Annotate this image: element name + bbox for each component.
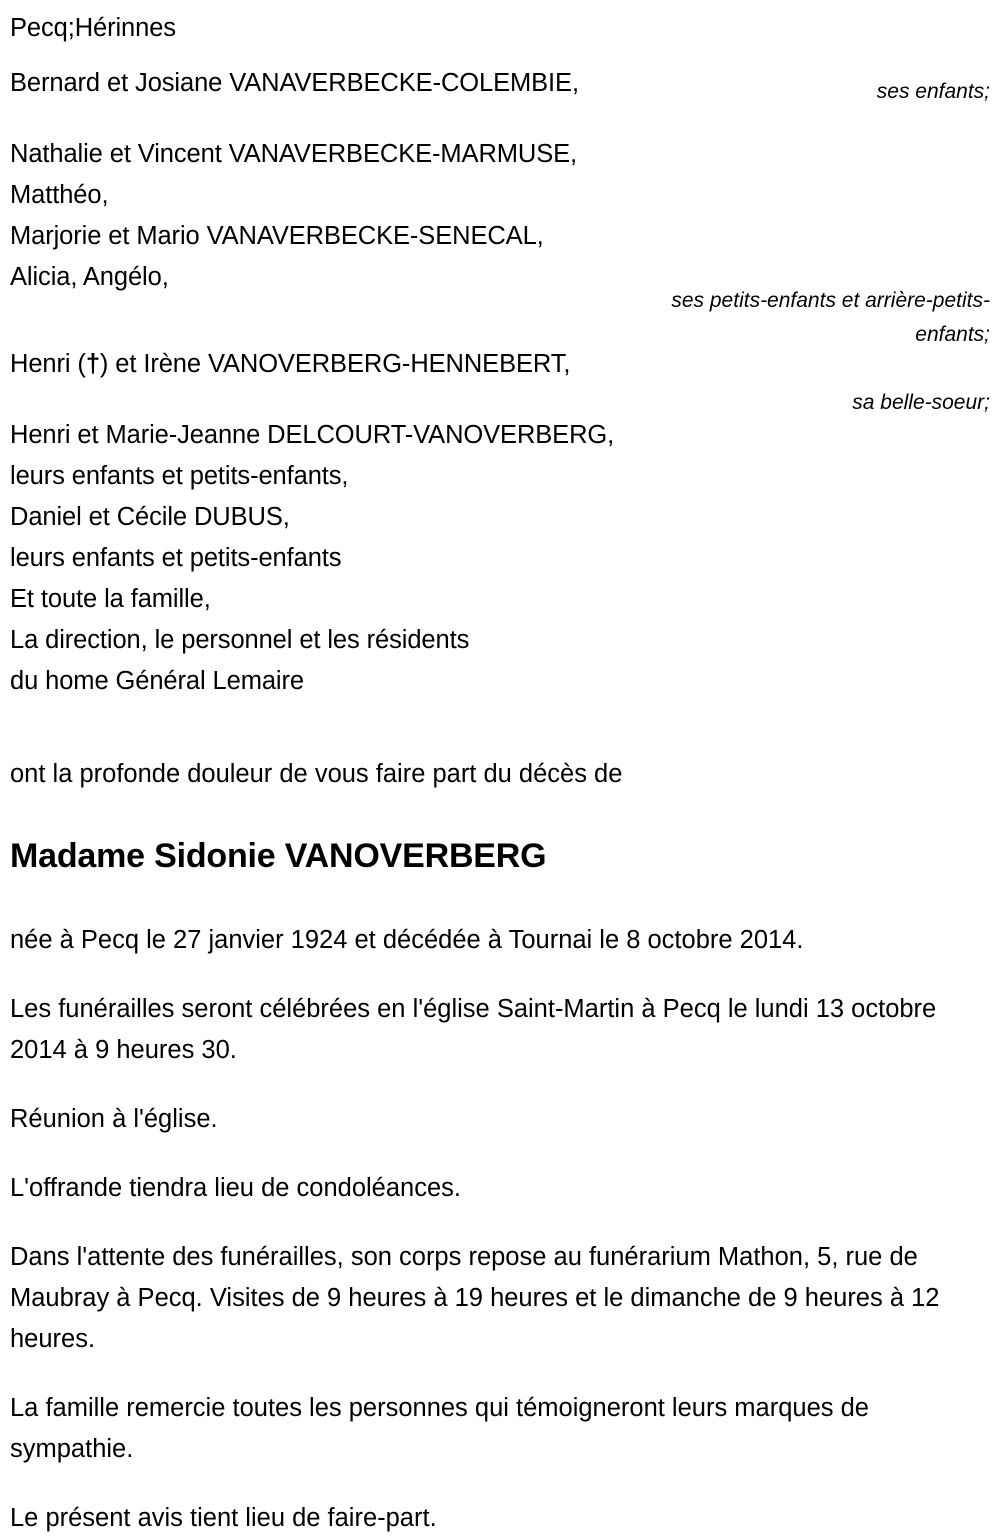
relation-caption-grandchildren: ses petits-enfants et arrière-petits-enfants; <box>671 289 990 346</box>
family-name-line: leurs enfants et petits-enfants, <box>10 462 349 490</box>
cross-dagger-icon: † <box>85 350 100 378</box>
name-group <box>10 134 650 298</box>
offering-details: L'offrande tiendra lieu de condoléances. <box>10 1174 461 1202</box>
name-prefix: Henri ( <box>10 350 86 378</box>
family-name-line: Daniel et Cécile DUBUS, <box>10 503 290 531</box>
family-name-line: Nathalie et Vincent VANAVERBECKE-MARMUSE, <box>10 140 578 168</box>
family-name-line: Et toute la famille, <box>10 585 211 613</box>
relation-caption-children: ses enfants; <box>876 80 990 103</box>
family-name-line: Matthéo, <box>10 181 109 209</box>
relation-block-children <box>10 63 990 104</box>
thanks-message: La famille remercie toutes les personnes qui témoigneront leurs marques de sympathie. <box>10 1394 869 1463</box>
family-name-line: Bernard et Josiane VANAVERBECKE-COLEMBIE, <box>10 69 579 97</box>
spacer <box>10 49 990 63</box>
family-name-line: Marjorie et Mario VANAVERBECKE-SENECAL, <box>10 222 544 250</box>
announcement-lead: ont la profonde douleur de vous faire part du décès de <box>10 760 623 788</box>
name-group <box>10 63 650 104</box>
relation-block-grandchildren <box>10 134 990 346</box>
family-name-line: Henri et Marie-Jeanne DELCOURT-VANOVERBERG, <box>10 421 615 449</box>
gathering-details: Réunion à l'église. <box>10 1105 218 1133</box>
funeral-details: Les funérailles seront célébrées en l'église Saint-Martin à Pecq le lundi 13 octobre 2014 à 9 heures 30. <box>10 995 937 1064</box>
name-suffix: ) et Irène VANOVERBERG-HENNEBERT, <box>99 350 571 378</box>
birth-death-line: née à Pecq le 27 janvier 1924 et décédée à Tournai le 8 octobre 2014. <box>10 926 804 954</box>
family-name-line: leurs enfants et petits-enfants <box>10 544 342 572</box>
name-group <box>10 344 650 385</box>
family-name-line: Alicia, Angélo, <box>10 263 169 291</box>
notice-statement: Le présent avis tient lieu de faire-part. <box>10 1504 437 1532</box>
family-name-line: La direction, le personnel et les résidents <box>10 626 470 654</box>
relation-caption-sister-in-law: sa belle-soeur; <box>852 391 990 414</box>
family-name-line <box>10 344 650 385</box>
other-family-group <box>10 415 650 702</box>
repose-details: Dans l'attente des funérailles, son corps repose au funérarium Mathon, 5, rue de Maubray à Pecq. Visites de 9 heures à 19 heures et le dimanche de 9 heures à 12 heures. <box>10 1243 940 1353</box>
locality-line: Pecq;Hérinnes <box>10 14 176 42</box>
family-name-line: du home Général Lemaire <box>10 667 304 695</box>
relation-block-sister-in-law <box>10 344 990 414</box>
deceased-name-heading: Madame Sidonie VANOVERBERG <box>10 837 547 875</box>
